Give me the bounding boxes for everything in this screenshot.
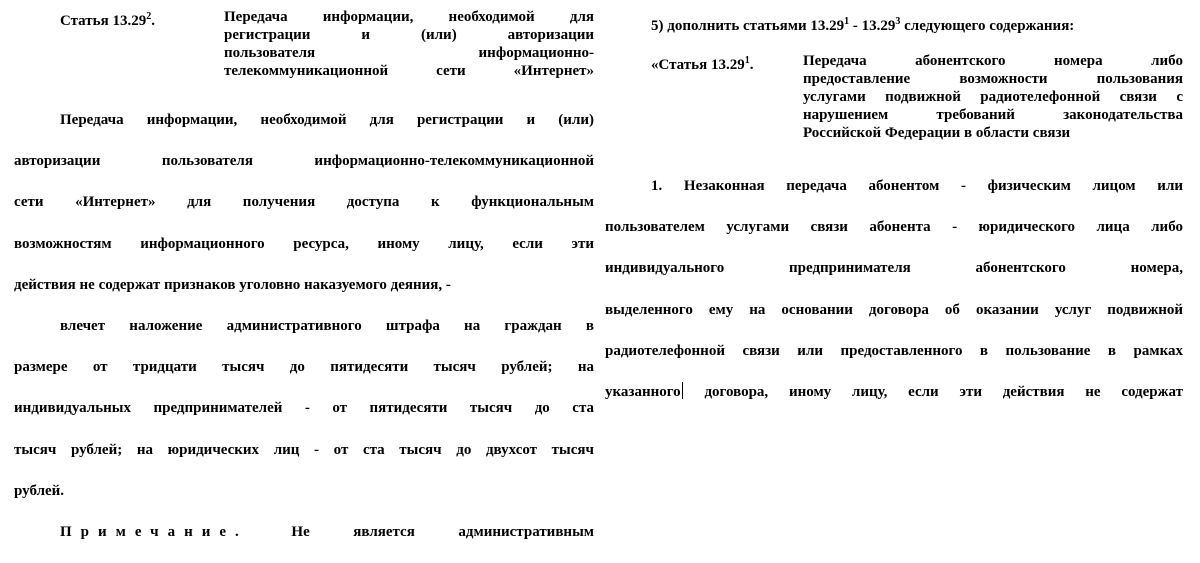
article-title-line: регистрации и (или) авторизации	[224, 27, 594, 43]
text-after-cursor: договора, иному лицу, если эти действия не содержат	[683, 383, 1183, 400]
article-title	[803, 52, 1183, 142]
article-body	[605, 176, 1183, 423]
text-line: 1. Незаконная передача абонентом - физическим лицом или	[651, 178, 1183, 194]
text-line: Передача информации, необходимой для регистрации и (или)	[60, 112, 594, 128]
article-title	[224, 8, 594, 80]
article-title-line: нарушением требований законодательства	[803, 107, 1183, 123]
text-line: пользователем услугами связи абонента - юридического лица либо	[605, 219, 1183, 236]
article-title-line: услугами подвижной радиотелефонной связи с	[803, 89, 1183, 105]
note-text: Не является административным	[247, 523, 594, 540]
amendment-intro: 5) дополнить статьями 13.29$^1$ - 13.29$^3$ следующего содержания:	[651, 16, 1075, 34]
text-line: размере от тридцати тысяч до пятидесяти тысяч рублей; на	[14, 359, 594, 376]
text-before-cursor: указанного	[605, 383, 681, 400]
text-cursor	[682, 382, 683, 399]
text-line: сети «Интернет» для получения доступа к функциональным	[14, 194, 594, 211]
article-title-line: Передача информации, необходимой для	[224, 9, 594, 25]
article-number: Статья 13.29$^2$.	[60, 11, 155, 29]
text-line: влечет наложение административного штрафа на граждан в	[60, 317, 594, 334]
article-title-line: Российской Федерации в области связи	[803, 125, 1071, 141]
text-line-with-cursor[interactable]	[605, 382, 1183, 423]
article-title-line: телекоммуникационной сети «Интернет»	[224, 63, 594, 79]
article-title-line: предоставление возможности пользования	[803, 71, 1183, 87]
article-title-line: пользователя информационно-	[224, 45, 594, 61]
text-line: авторизации пользователя информационно-телекоммуникационной	[14, 153, 594, 170]
text-line: радиотелефонной связи или предоставленного в пользование в рамках	[605, 342, 1183, 359]
article-number: «Статья 13.29$^1$.	[651, 55, 754, 73]
note-label: Примечание.	[60, 523, 248, 540]
text-line: рублей.	[14, 482, 65, 499]
article-title-line: Передача абонентского номера либо	[803, 53, 1183, 69]
note-line	[14, 522, 594, 563]
text-line: действия не содержат признаков уголовно наказуемого деяния, -	[14, 276, 451, 293]
text-line: выделенного ему на основании договора об оказании услуг подвижной	[605, 301, 1183, 318]
text-line: индивидуального предпринимателя абонентского номера,	[605, 260, 1183, 277]
text-line: индивидуальных предпринимателей - от пятидесяти тысяч до ста	[14, 400, 594, 417]
text-line: тысяч рублей; на юридических лиц - от ста тысяч до двухсот тысяч	[14, 441, 594, 458]
article-body	[14, 110, 594, 563]
text-line: возможностям информационного ресурса, иному лицу, если эти	[14, 235, 594, 252]
